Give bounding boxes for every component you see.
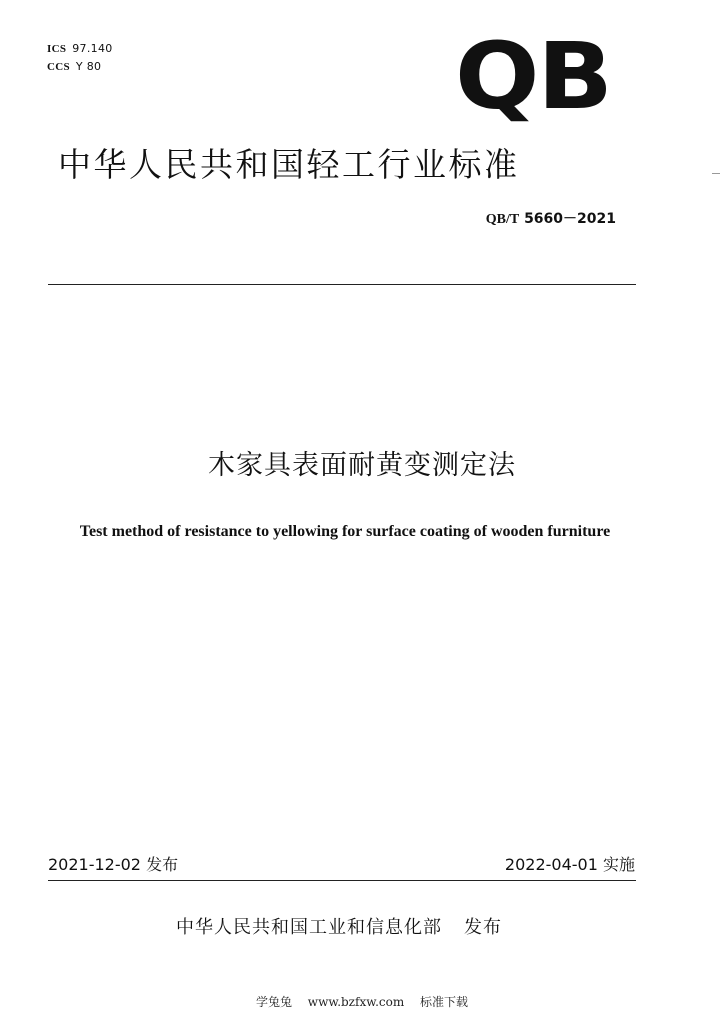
ics-line: [47, 42, 113, 55]
qb-logo: QB: [455, 23, 611, 130]
standard-number: [486, 208, 616, 228]
footer-site-name: 学兔兔: [255, 995, 292, 1009]
issuer-verb: 发布: [464, 917, 502, 938]
ics-label: ICS: [47, 43, 67, 55]
issuer-name: 中华人民共和国工业和信息化部: [176, 917, 442, 938]
footer-url[interactable]: www.bzfxw.com: [307, 995, 405, 1009]
ccs-line: [47, 60, 101, 73]
title-english: Test method of resistance to yellowing for surface coating of wooden furniture: [79, 523, 611, 540]
standard-number-prefix: QB/T: [485, 212, 520, 227]
ics-code: 97.140: [72, 42, 113, 55]
edge-mark: [712, 173, 720, 174]
ccs-label: CCS: [47, 61, 70, 73]
footer-watermark: [0, 993, 724, 1010]
title-chinese: 木家具表面耐黄变测定法: [208, 450, 516, 481]
issuer: [176, 913, 502, 939]
top-divider: [48, 284, 636, 285]
ccs-code: Y 80: [75, 60, 102, 73]
standard-number-value: 5660－2021: [524, 211, 616, 227]
issue-date: 2021-12-02 发布: [48, 855, 179, 874]
bottom-divider: [48, 880, 636, 881]
standard-category: 中华人民共和国轻工行业标准: [58, 145, 520, 184]
implementation-date: 2022-04-01 实施: [504, 855, 635, 874]
footer-tagline: 标准下载: [420, 995, 469, 1009]
